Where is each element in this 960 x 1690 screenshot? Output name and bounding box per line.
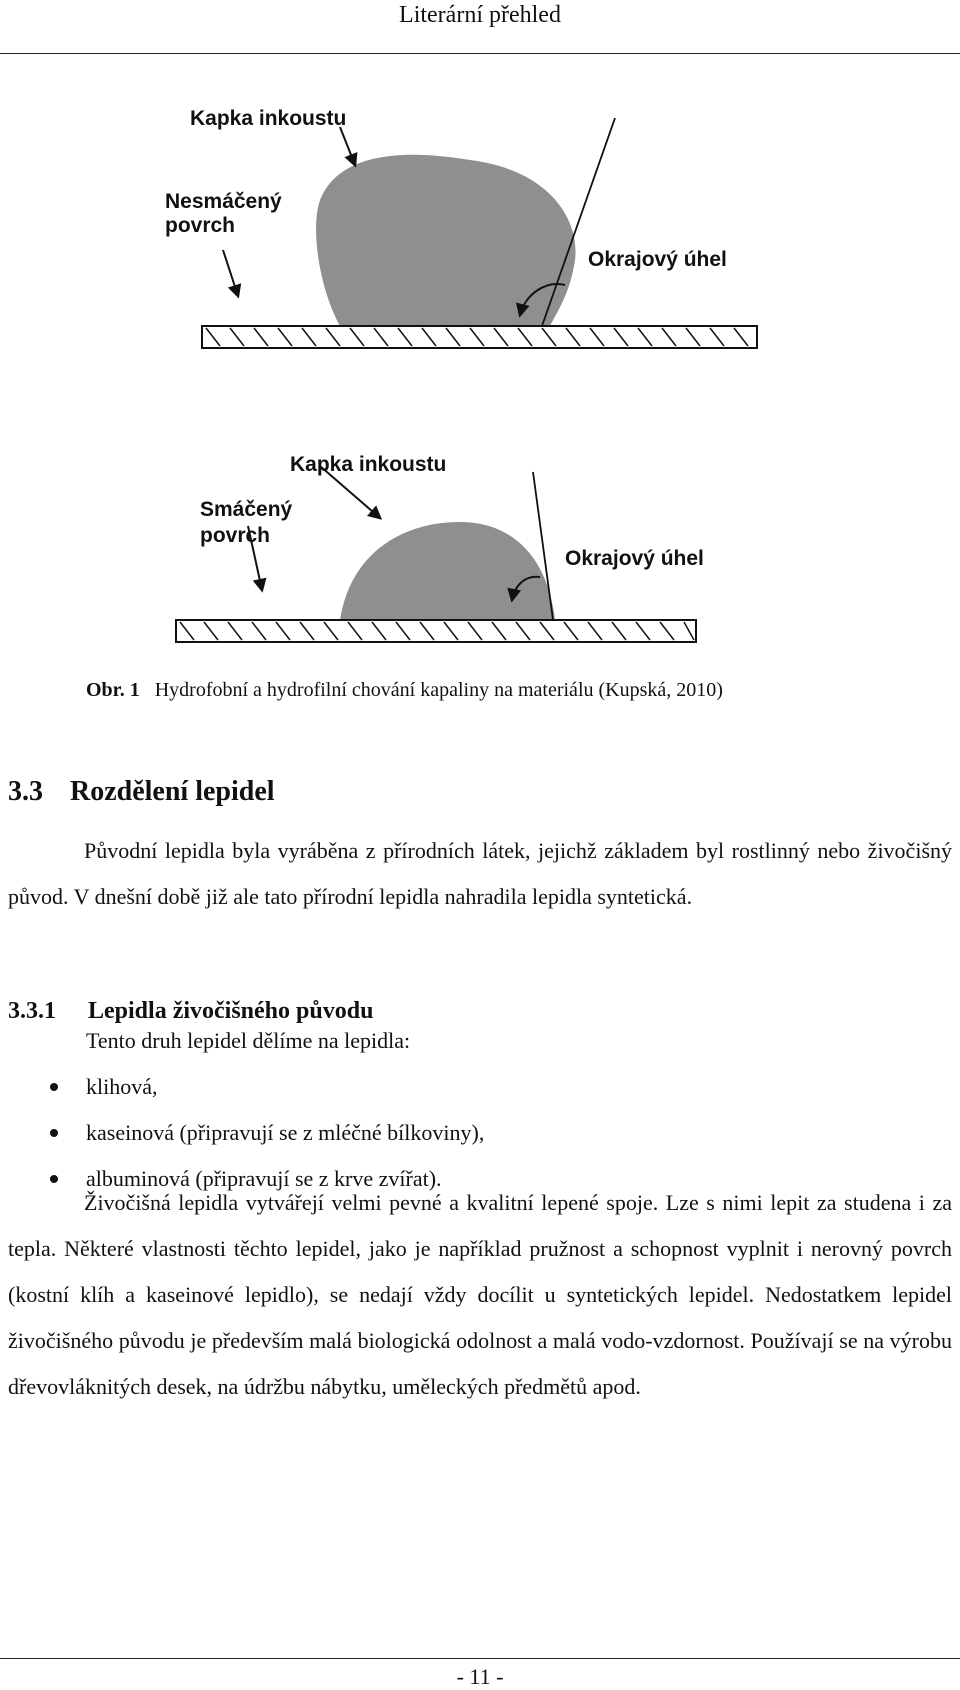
label-drop-bottom: Kapka inkoustu bbox=[290, 453, 447, 476]
section-heading bbox=[8, 775, 275, 809]
label-angle-top: Okrajový úhel bbox=[588, 248, 727, 271]
figure-contact-angle bbox=[160, 90, 800, 670]
figure-caption bbox=[86, 676, 723, 704]
caption-text: Hydrofobní a hydrofilní chování kapaliny na materiálu (Kupská, 2010) bbox=[154, 679, 723, 701]
label-surface-top-1: Nesmáčený bbox=[165, 190, 282, 213]
subsection-paragraph bbox=[8, 1180, 952, 1410]
substrate-bottom bbox=[176, 620, 696, 642]
arrow-drop-top bbox=[340, 127, 355, 165]
bullet-icon bbox=[50, 1129, 58, 1137]
caption-label: Obr. 1 bbox=[86, 679, 140, 701]
subsection-title: Lepidla živočišného původu bbox=[88, 998, 374, 1024]
section-paragraph-text: Původní lepidla byla vyráběna z přírodních látek, jejichž základem byl rostlinný nebo živočišný původ. V dnešní době již ale tato přírodní lepidla nahradila lepidla syntetická. bbox=[8, 838, 952, 909]
subsection-intro: Tento druh lepidel dělíme na lepidla: bbox=[86, 1028, 411, 1053]
section-number: 3.3 bbox=[8, 776, 43, 807]
bullet-icon bbox=[50, 1083, 58, 1091]
subsection-paragraph-text: Živočišná lepidla vytvářejí velmi pevné a kvalitní lepené spoje. Lze s nimi lepit za studena i za tepla. Některé vlastnosti těchto lepidel, jako je například pružnost a schopnost vyplnit i nerovný povrch (kostní klíh a kaseinové lepidlo), se nedají vždy docílit u syntetických lepidel. Nedostatkem lepidel živočišného původu je především malá biologická odolnost a malá vodo-vzdornost. Používají se na výrobu dřevovláknitých desek, na údržbu nábytku, uměleckých předmětů apod. bbox=[8, 1190, 952, 1399]
page-header bbox=[0, 0, 960, 54]
label-surface-bottom-1: Smáčený bbox=[200, 498, 293, 521]
subsection-number: 3.3.1 bbox=[8, 998, 56, 1024]
label-surface-top-2: povrch bbox=[165, 214, 236, 237]
section-paragraph bbox=[8, 828, 952, 920]
label-drop-top: Kapka inkoustu bbox=[190, 107, 347, 130]
page-number: - 11 - bbox=[456, 1664, 504, 1689]
ink-drop-hydrophobic bbox=[316, 155, 575, 326]
arrow-surface-top bbox=[223, 250, 238, 296]
hydrophobic-diagram bbox=[165, 107, 757, 348]
header-title: Literární přehled bbox=[399, 2, 561, 28]
label-surface-bottom-2: povrch bbox=[200, 524, 271, 547]
ink-drop-hydrophilic bbox=[340, 522, 555, 620]
label-angle-bottom: Okrajový úhel bbox=[565, 547, 704, 570]
contact-angle-diagram bbox=[160, 90, 800, 670]
substrate-top bbox=[202, 326, 757, 348]
section-title: Rozdělení lepidel bbox=[70, 776, 275, 807]
hydrophilic-diagram bbox=[176, 453, 704, 642]
footer-divider bbox=[0, 1658, 960, 1659]
